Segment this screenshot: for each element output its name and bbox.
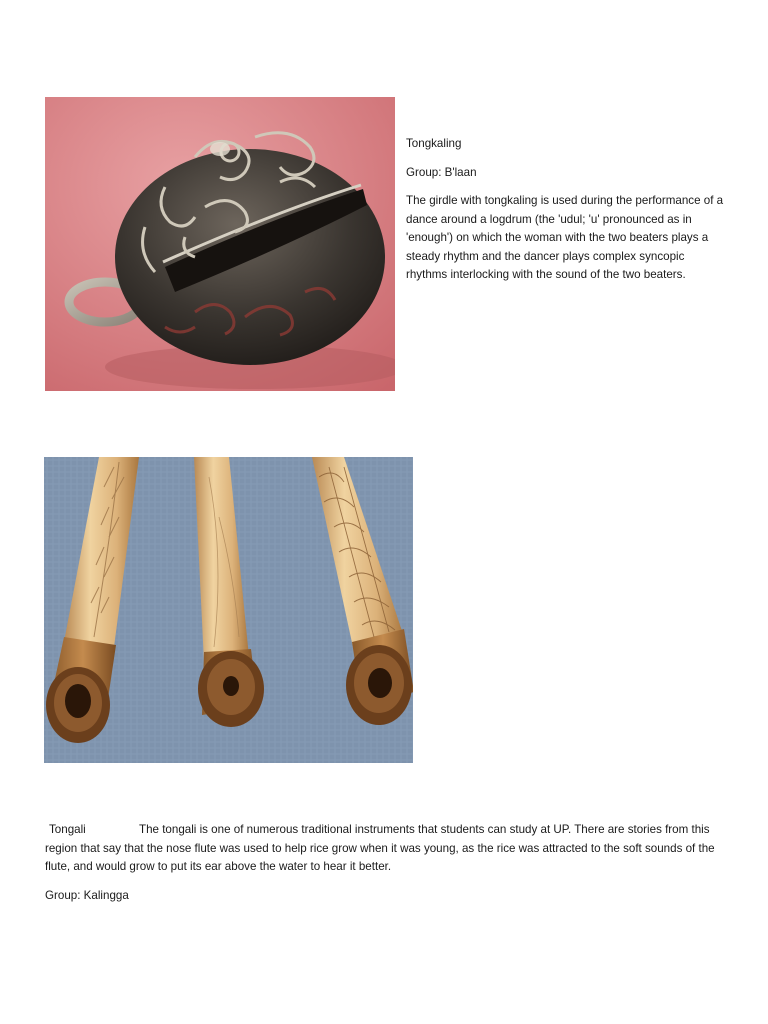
tongali-photo (44, 457, 413, 763)
bell-highlight (210, 142, 230, 156)
tongali-flutes-illustration (44, 457, 413, 763)
tongkaling-text-block (406, 135, 728, 295)
tongkaling-bell-illustration (45, 97, 395, 391)
tongali-description: The tongali is one of numerous traditional instruments that students can study at UP. There are stories from this region that say that the nose flute was used to help rice grow when it was young, as the rice was attracted to the soft sounds of the flute, and would grow to put its ear above the water to hear it better. (45, 823, 715, 873)
tongali-paragraph (45, 821, 725, 877)
tongkaling-description: The girdle with tongkaling is used during the performance of a dance around a logdrum (the 'udul; 'u' pronounced as in 'enough') on which the woman with the two beaters plays a steady rhythm and the dancer plays complex syncopic rhythms interlocking with the sound of the two beaters. (406, 194, 724, 281)
tongali-title: Tongali (49, 823, 86, 836)
tongkaling-photo (45, 97, 395, 391)
tongkaling-group: Group: B'laan (406, 165, 477, 179)
tongali-group: Group: Kalingga (45, 888, 129, 902)
tongali-text-block (45, 821, 725, 915)
tongkaling-title: Tongkaling (406, 137, 462, 150)
